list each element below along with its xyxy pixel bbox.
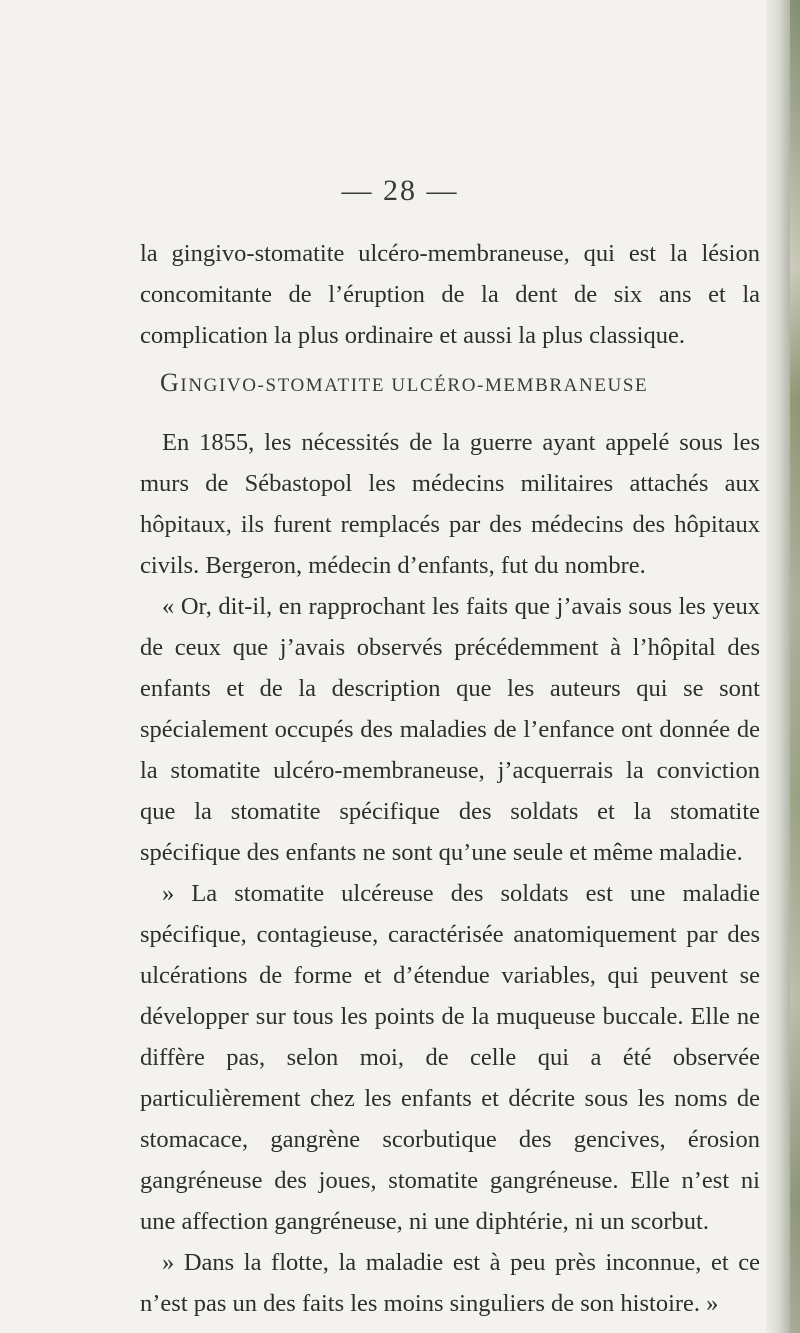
body-paragraph: » La stomatite ulcéreuse des soldats est une maladie spécifique, contagieuse, caractérisée anatomiquement par des ulcérations de forme et d’étendue variables, qui peuvent se développer sur tous les points de la muqueuse buccale. Elle ne diffère pas, selon moi, de celle qui a été observée particulièrement chez les enfants et décrite sous les noms de stomacace, gangrène scorbutique des gencives, érosion gangréneuse des joues, stomatite gangréneuse. Elle n’est ni une affection gangréneuse, ni une diphtérie, ni un scorbut. xyxy=(140,880,760,1235)
body-paragraph: En 1855, les nécessités de la guerre ayant appelé sous les murs de Sébastopol les médecins militaires attachés aux hôpitaux, ils furent remplacés par des médecins des hôpitaux civils. Bergeron, médecin d’enfants, fut du nombre. xyxy=(140,429,760,579)
section-heading xyxy=(160,368,740,398)
body-paragraph: » Dans la flotte, la maladie est à peu près inconnue, et ce n’est pas un des faits les moins singuliers de son histoire. » xyxy=(140,1249,760,1317)
section-heading-text: INGIVO-STOMATITE ULCÉRO-MEMBRANEUSE xyxy=(180,375,649,396)
opening-paragraph: la gingivo-stomatite ulcéro-membraneuse, qui est la lésion concomitante de l’éruption de la dent de six ans et la complication la plus ordinaire et aussi la plus classique. xyxy=(140,240,760,349)
opening-text-block xyxy=(140,233,760,356)
body-paragraph: « Or, dit-il, en rapprochant les faits que j’avais sous les yeux de ceux que j’avais observés précédemment à l’hôpital des enfants et de la description que les auteurs qui se sont spécialement occupés des maladies de l’enfance ont donnée de la stomatite ulcéro-membraneuse, j’acquerrais la conviction que la stomatite spécifique des soldats et la stomatite spécifique des enfants ne sont qu’une seule et même maladie. xyxy=(140,593,760,866)
body-text-block xyxy=(140,422,760,1324)
page-number: — 28 — xyxy=(341,174,459,207)
section-heading-initial: G xyxy=(160,368,181,397)
